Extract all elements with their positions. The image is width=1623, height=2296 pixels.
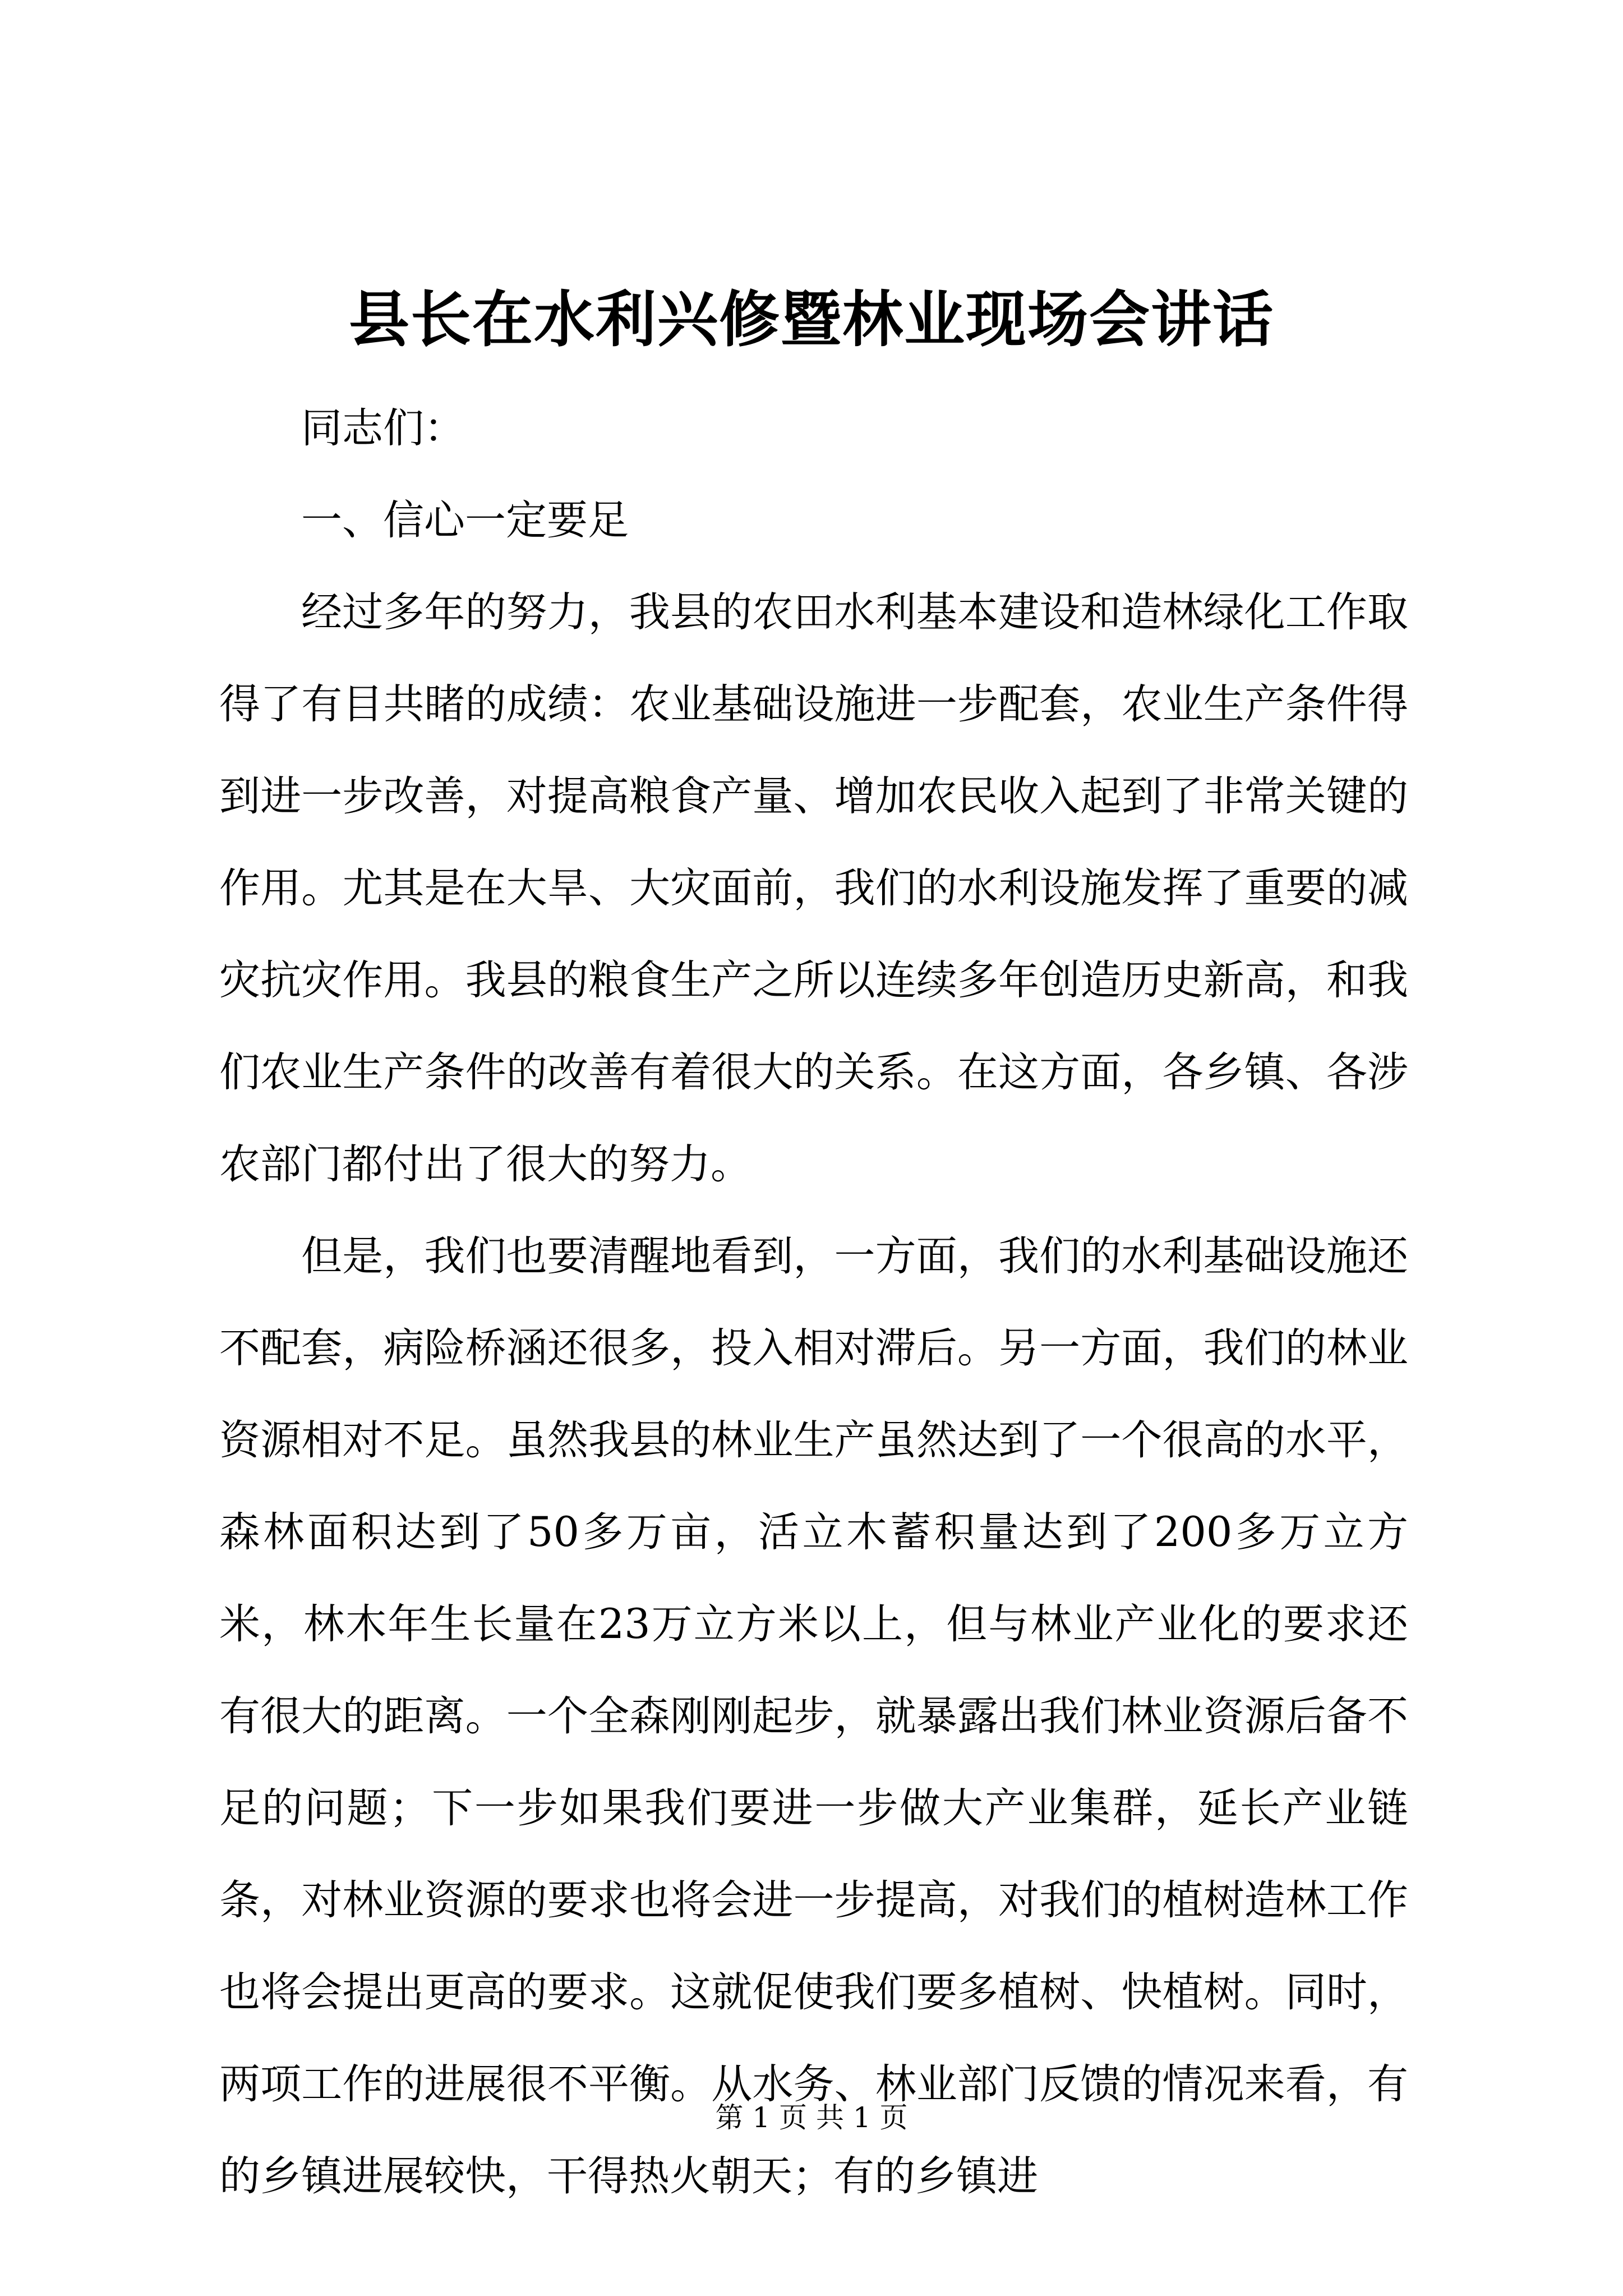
paragraph: 经过多年的努力，我县的农田水利基本建设和造林绿化工作取得了有目共睹的成绩：农业基础设施进一步配套，农业生产条件得到进一步改善，对提高粮食产量、增加农民收入起到了非常关键的作用。尤其是在大旱、大灾面前，我们的水利设施发挥了重要的减灾抗灾作用。我县的粮食生产之所以连续多年创造历史新高，和我们农业生产条件的改善有着很大的关系。在这方面，各乡镇、各涉农部门都付出了很大的努力。: [219, 588, 1408, 1188]
document-title: 县长在水利兴修暨林业现场会讲话: [348, 284, 1274, 355]
document-body: [219, 383, 1408, 2223]
section-heading: 一、信心一定要足: [301, 496, 629, 544]
page-footer: 第 1 页 共 1 页: [715, 2101, 908, 2134]
salutation: 同志们：: [301, 404, 465, 452]
paragraph: 但是，我们也要清醒地看到，一方面，我们的水利基础设施还不配套，病险桥涵还很多，投入相对滞后。另一方面，我们的林业资源相对不足。虽然我县的林业生产虽然达到了一个很高的水平，森林面积达到了50多万亩，活立木蓄积量达到了200多万立方米，林木年生长量在23万立方米以上，但与林业产业化的要求还有很大的距离。一个全森刚刚起步，就暴露出我们林业资源后备不足的问题；下一步如果我们要进一步做大产业集群，延长产业链条，对林业资源的要求也将会进一步提高，对我们的植树造林工作也将会提出更高的要求。这就促使我们要多植树、快植树。同时，两项工作的进展很不平衡。从水务、林业部门反馈的情况来看，有的乡镇进展较快，干得热火朝天；有的乡镇进: [219, 1232, 1408, 2200]
